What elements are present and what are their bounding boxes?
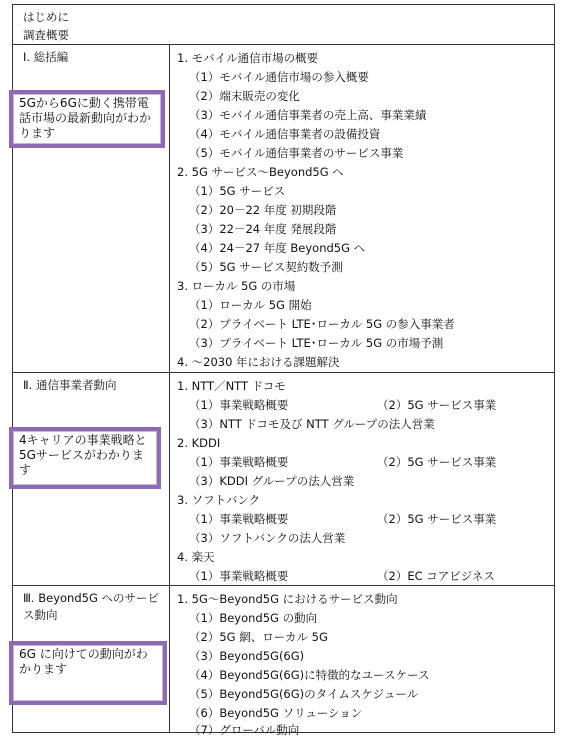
- list-item: （6）Beyond5G ソリューション: [189, 706, 363, 720]
- list-item: （2）5G サービス事業: [377, 512, 497, 526]
- list-item: 4. 楽天: [177, 550, 215, 564]
- list-item: （3）ソフトバンクの法人営業: [189, 531, 346, 545]
- list-item: （5）モバイル通信事業者のサービス事業: [189, 146, 404, 160]
- list-item: 3. ローカル 5G の市場: [177, 279, 296, 293]
- section-1-title: Ⅰ. 総括編: [23, 50, 69, 64]
- list-item: （3）22－24 年度 発展段階: [189, 222, 337, 236]
- list-item: 3. ソフトバンク: [177, 493, 261, 507]
- list-item: （2）20－22 年度 初期段階: [189, 203, 337, 217]
- list-item: （1）5G サービス: [189, 184, 286, 198]
- list-item: （5）Beyond5G(6G)のタイムスケジュール: [189, 687, 419, 701]
- list-item: （4）24－27 年度 Beyond5G へ: [189, 241, 366, 255]
- list-item: （2）EC コアビジネス: [377, 569, 495, 583]
- list-item: （1）Beyond5G の動向: [189, 611, 318, 625]
- list-item: （7）グローバル動向: [189, 723, 300, 737]
- list-item: （2）5G サービス事業: [377, 455, 497, 469]
- table-header: [13, 5, 554, 45]
- list-item: （4）モバイル通信事業者の設備投資: [189, 127, 381, 141]
- list-item: 1. NTT／NTT ドコモ: [177, 379, 286, 393]
- list-item: （3）モバイル通信事業者の売上高、事業業績: [189, 108, 427, 122]
- list-item: 2. 5G サービス～Beyond5G へ: [177, 165, 344, 179]
- list-item: （3）プライベート LTE･ローカル 5G の市場予測: [189, 336, 444, 350]
- list-item: （1）事業戦略概要: [189, 512, 289, 526]
- list-item: （5）5G サービス契約数予測: [189, 260, 343, 274]
- section-3-title: Ⅲ. Beyond5G へのサービス動向: [23, 591, 160, 622]
- list-item: （2）プライベート LTE･ローカル 5G の参入事業者: [189, 317, 455, 331]
- list-item: 1. 5G～Beyond5G におけるサービス動向: [177, 592, 398, 606]
- overview-label: 調査概要: [23, 28, 69, 42]
- list-item: （3）NTT ドコモ及び NTT グループの法人営業: [189, 417, 435, 431]
- intro-label: はじめに: [23, 10, 69, 24]
- list-item: 2. KDDI: [177, 436, 221, 450]
- list-item: （4）Beyond5G(6G)に特徴的なユースケース: [189, 668, 430, 682]
- list-item: （1）事業戦略概要: [189, 455, 289, 469]
- section-1-callout: 5Gから6Gに動く携帯電話市場の最新動向がわかります: [9, 90, 165, 148]
- section-3-callout: 6G に向けての動向がわかります: [9, 641, 167, 705]
- list-item: （2）端末販売の変化: [189, 89, 300, 103]
- list-item: （2）5G サービス事業: [377, 398, 497, 412]
- list-item: （1）モバイル通信市場の参入概要: [189, 70, 369, 84]
- section-2-title: Ⅱ. 通信事業者動向: [23, 378, 117, 392]
- list-item: （1）事業戦略概要: [189, 569, 289, 583]
- list-item: （1）ローカル 5G 開始: [189, 298, 312, 312]
- list-item: （1）事業戦略概要: [189, 398, 289, 412]
- list-item: 1. モバイル通信市場の概要: [177, 51, 319, 65]
- section-2-callout: 4キャリアの事業戦略と5Gサービスがわかります: [9, 427, 161, 489]
- list-item: （2）5G 網、ローカル 5G: [189, 630, 328, 644]
- list-item: （3）KDDI グループの法人営業: [189, 474, 355, 488]
- list-item: 4. ～2030 年における課題解決: [177, 355, 340, 369]
- list-item: （3）Beyond5G(6G): [189, 649, 305, 663]
